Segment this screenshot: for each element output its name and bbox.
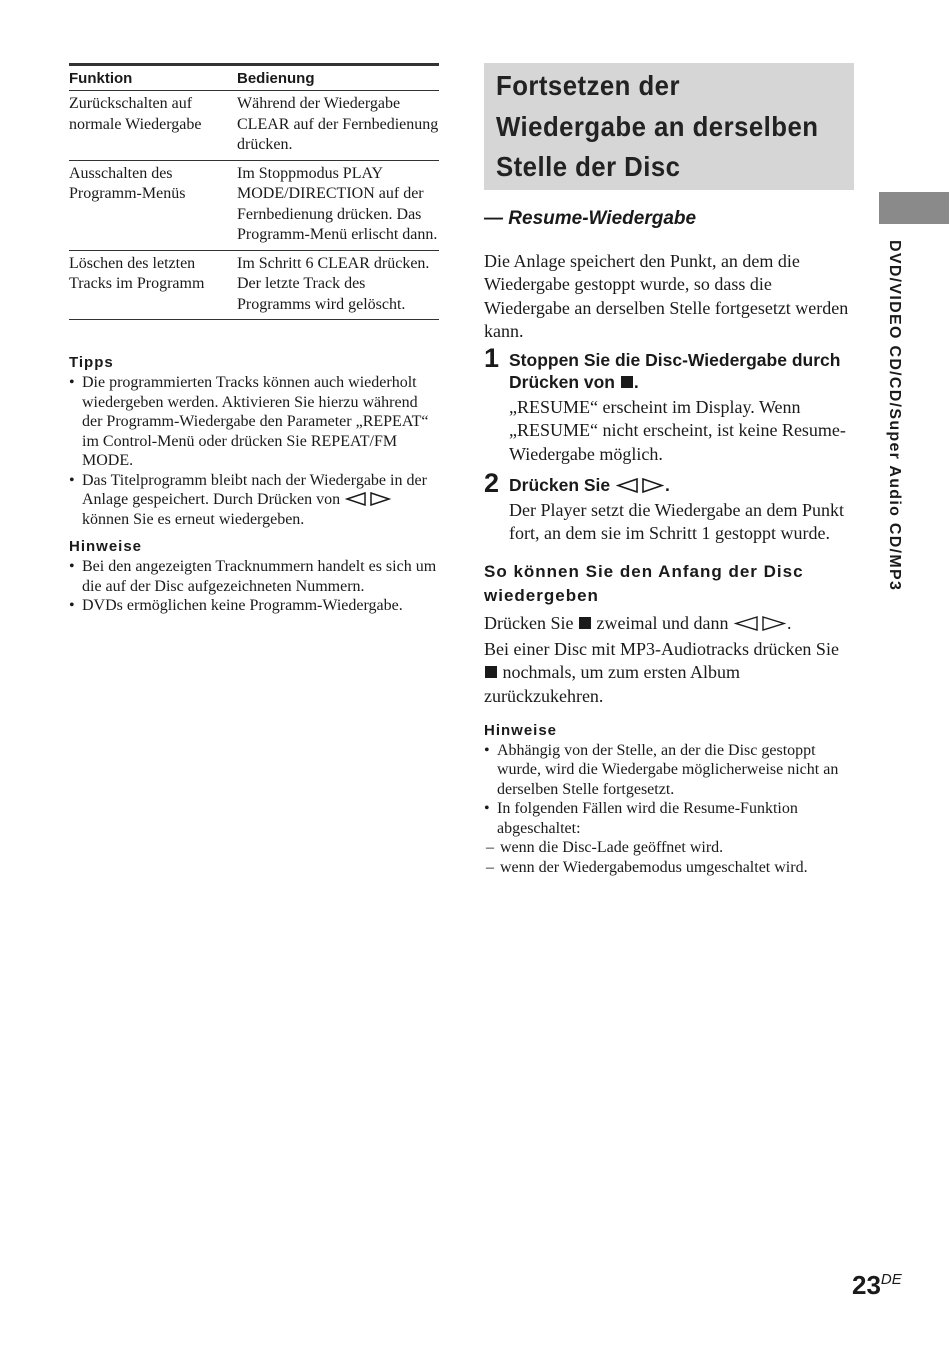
tip-text-after: können Sie es erneut wiedergeben. — [82, 510, 305, 528]
list-item — [69, 471, 439, 530]
notes-right-sublist — [484, 838, 854, 877]
list-item: • Abhängig von der Stelle, an der die Disc gestoppt wurde, wird die Wiedergabe möglicherweise nicht an derselben Stelle fortgesetzt. — [484, 741, 854, 800]
notes-left-heading: Hinweise — [69, 538, 143, 555]
step-title — [509, 349, 854, 393]
intro-paragraph: Die Anlage speichert den Punkt, an dem die Wiedergabe gestoppt wurde, so dass die Wiedergabe an derselben Stelle fortgesetzt werden kann. — [484, 251, 849, 341]
table-row — [69, 91, 439, 161]
table-cell-operation: Im Stoppmodus PLAY MODE/DIRECTION auf der Fernbedienung drücken. Das Programm-Menü erlischt dann. — [237, 160, 439, 250]
tips-list — [69, 373, 439, 529]
step-2 — [484, 468, 854, 546]
section-title-box — [484, 63, 854, 190]
step-number: 2 — [484, 468, 500, 499]
section-title-line-1: Fortsetzen der — [496, 70, 680, 101]
page-number-value: 23 — [852, 1270, 881, 1300]
list-item: • DVDs ermöglichen keine Programm-Wiedergabe. — [69, 596, 439, 616]
table-cell-function: Löschen des letzten Tracks im Programm — [69, 250, 237, 320]
play-pause-icon — [734, 616, 786, 631]
stop-square-icon — [485, 666, 497, 678]
step-title — [509, 474, 854, 496]
list-item: – wenn die Disc-Lade geöffnet wird. — [484, 838, 854, 858]
notes-right-list — [484, 741, 854, 839]
restart-text-b: zweimal und dann — [596, 612, 729, 633]
restart-text-e: nochmals, um zum ersten Album zurückzukehren. — [484, 662, 740, 706]
step-1 — [484, 343, 854, 466]
restart-text-c: . — [786, 612, 792, 633]
table-row — [69, 250, 439, 320]
tip-text-before: Das Titelprogramm bleibt nach der Wiedergabe in der Anlage gespeichert. Durch Drücken von — [82, 471, 427, 508]
table-header-operation: Bedienung — [237, 65, 439, 91]
notes-left-section — [69, 538, 439, 616]
play-pause-icon — [345, 492, 391, 506]
right-column — [484, 63, 854, 877]
section-subtitle: — Resume-Wiedergabe — [484, 208, 697, 229]
step-title-text: Drücken Sie — [509, 475, 611, 496]
list-item: • In folgenden Fällen wird die Resume-Funktion abgeschaltet: — [484, 799, 854, 838]
chapter-tab-text: DVD/VIDEO CD/CD/Super Audio CD/MP3 — [886, 240, 903, 592]
list-item — [69, 373, 439, 471]
notes-right-section — [484, 722, 854, 878]
tip-text: Die programmierten Tracks können auch wiederholt wiedergeben werden. Aktivieren Sie hierzu während der Programm-Wiedergabe den Parameter „REPEAT“ im Control-Menü oder drücken Sie REPEAT/FM MODE. — [82, 374, 429, 469]
table-cell-operation: Im Schritt 6 CLEAR drücken. Der letzte Track des Programms wird gelöscht. — [237, 250, 439, 320]
table-cell-operation: Während der Wiedergabe CLEAR auf der Fernbedienung drücken. — [237, 91, 439, 161]
page-number — [852, 1270, 902, 1301]
restart-line-1 — [484, 612, 854, 635]
step-title-text: Stoppen Sie die Disc-Wiedergabe durch Drücken von — [509, 350, 841, 393]
table-row — [69, 160, 439, 250]
table-header-function: Funktion — [69, 65, 237, 91]
play-pause-icon — [616, 478, 664, 493]
step-title-end: . — [665, 475, 670, 496]
left-column — [69, 63, 439, 616]
list-item: • Bei den angezeigten Tracknummern handelt es sich um die auf der Disc aufgezeichneten Nummern. — [69, 557, 439, 596]
stop-square-icon — [621, 376, 633, 388]
section-title-line-2: Wiedergabe an derselben — [496, 110, 819, 142]
restart-line-2 — [484, 638, 854, 708]
stop-square-icon — [579, 617, 591, 629]
step-number: 1 — [484, 343, 500, 374]
tips-section — [69, 354, 439, 529]
list-item: – wenn der Wiedergabemodus umgeschaltet wird. — [484, 858, 854, 878]
step-title-end: . — [633, 372, 639, 393]
restart-heading: So können Sie den Anfang der Disc wiedergeben — [484, 561, 804, 606]
chapter-tab-marker — [879, 192, 949, 224]
table-cell-function: Ausschalten des Programm-Menüs — [69, 160, 237, 250]
table-cell-function: Zurückschalten auf normale Wiedergabe — [69, 91, 237, 161]
tips-heading: Tipps — [69, 354, 114, 371]
section-title-line-3: Stelle der Disc — [496, 151, 681, 182]
restart-text-d: Bei einer Disc mit MP3-Audiotracks drücken Sie — [484, 638, 839, 659]
chapter-tab-label — [871, 240, 911, 640]
step-body: Der Player setzt die Wiedergabe an dem Punkt fort, an dem sie im Schritt 1 gestoppt wurde. — [509, 500, 845, 544]
step-body: „RESUME“ erscheint im Display. Wenn „RESUME“ nicht erscheint, ist keine Resume-Wiedergabe möglich. — [509, 397, 846, 464]
notes-left-list — [69, 557, 439, 616]
restart-text-a: Drücken Sie — [484, 612, 574, 633]
table-header-row — [69, 65, 439, 91]
page-number-suffix: DE — [880, 1271, 902, 1288]
notes-right-heading: Hinweise — [484, 721, 558, 739]
function-table — [69, 63, 439, 320]
